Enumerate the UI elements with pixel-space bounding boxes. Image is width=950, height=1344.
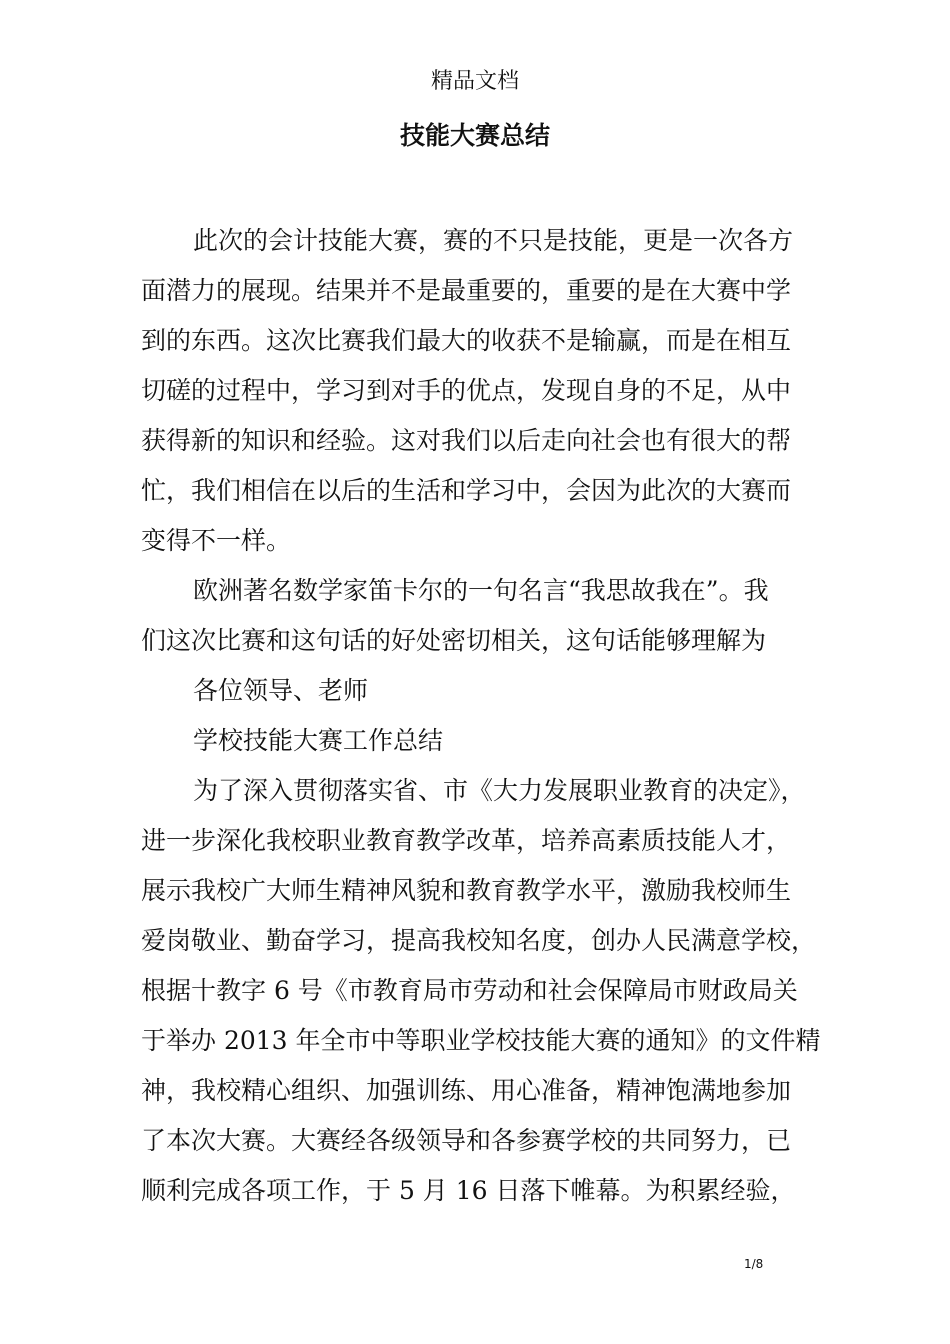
document-body [141, 216, 821, 1216]
page-header: 精品文档 [430, 69, 519, 94]
paragraph-line: 爱岗敬业、勤奋学习，提高我校知名度，创办人民满意学校， [141, 926, 817, 955]
page-number: 1/8 [744, 1257, 764, 1271]
paragraph-line: 忙，我们相信在以后的生活和学习中，会因为此次的大赛而 [141, 476, 792, 505]
document-title: 技能大赛总结 [399, 121, 550, 150]
paragraph-line: 展示我校广大师生精神风貌和教育教学水平，激励我校师生 [141, 876, 792, 905]
paragraph-line: 切磋的过程中，学习到对手的优点，发现自身的不足，从中 [141, 376, 792, 405]
paragraph-line: 此次的会计技能大赛，赛的不只是技能，更是一次各方 [193, 226, 794, 255]
paragraph-line: 面潜力的展现。结果并不是最重要的，重要的是在大赛中学 [141, 276, 792, 305]
paragraph-line: 顺利完成各项工作，于 5 月 16 日落下帷幕。为积累经验， [141, 1176, 796, 1205]
paragraph-line: 为了深入贯彻落实省、市《大力发展职业教育的决定》， [193, 776, 806, 805]
paragraph-line: 到的东西。这次比赛我们最大的收获不是输赢，而是在相互 [141, 326, 792, 355]
paragraph-line: 进一步深化我校职业教育教学改革，培养高素质技能人才， [141, 826, 792, 855]
paragraph-line: 学校技能大赛工作总结 [193, 726, 444, 755]
paragraph-line: 了本次大赛。大赛经各级领导和各参赛学校的共同努力，已 [141, 1126, 792, 1155]
paragraph-line: 根据十教字 6 号《市教育局市劳动和社会保障局市财政局关 [141, 976, 798, 1005]
paragraph-line: 神，我校精心组织、加强训练、用心准备，精神饱满地参加 [141, 1076, 792, 1105]
paragraph-line: 获得新的知识和经验。这对我们以后走向社会也有很大的帮 [141, 426, 792, 455]
paragraph-line: 欧洲著名数学家笛卡尔的一句名言“我思故我在”。我 [193, 576, 769, 605]
paragraph-line: 们这次比赛和这句话的好处密切相关，这句话能够理解为 [141, 626, 767, 655]
paragraph-line: 变得不一样。 [141, 526, 292, 555]
paragraph-line: 于举办 2013 年全市中等职业学校技能大赛的通知》的文件精 [141, 1026, 821, 1055]
paragraph-line: 各位领导、老师 [193, 676, 369, 705]
